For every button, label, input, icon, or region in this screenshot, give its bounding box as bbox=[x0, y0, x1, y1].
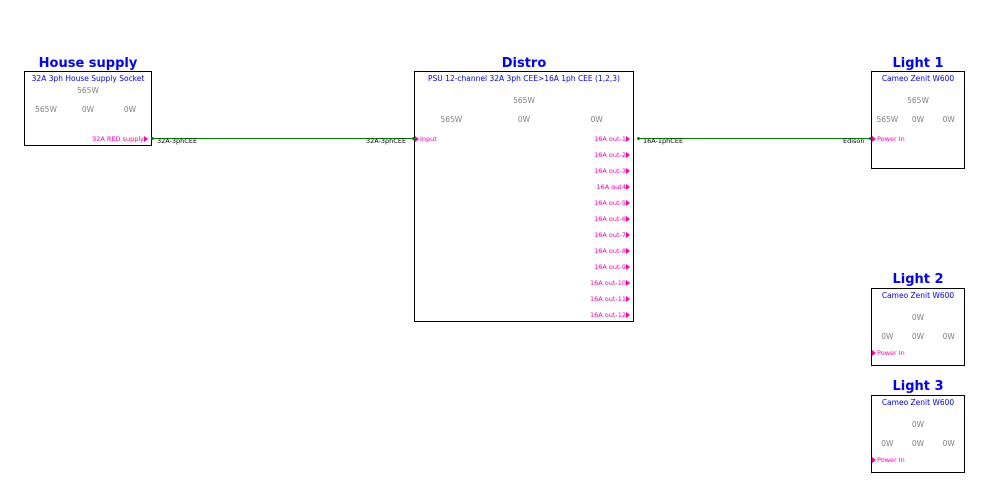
port-arrow-icon bbox=[626, 264, 630, 270]
port-label: 16A out-2 bbox=[594, 151, 626, 159]
node-type-house-supply: 32A 3ph House Supply Socket bbox=[31, 74, 145, 83]
port-arrow-icon bbox=[626, 280, 630, 286]
node-title-light-1: Light 1 bbox=[892, 56, 944, 71]
cable-endpoint-dot bbox=[869, 137, 872, 140]
power-value: 0W bbox=[517, 115, 531, 124]
power-readout-distro bbox=[415, 96, 633, 124]
power-value bbox=[560, 96, 633, 105]
port-out-distro-8[interactable] bbox=[594, 247, 626, 255]
node-type-distro: PSU 12-channel 32A 3ph CEE>16A 1ph CEE (1,2,3) bbox=[428, 74, 620, 83]
power-value bbox=[109, 86, 151, 95]
port-label: 16A out-8 bbox=[594, 247, 626, 255]
power-readout-house-supply bbox=[25, 86, 151, 114]
port-label: Power In bbox=[877, 349, 905, 357]
power-value bbox=[933, 313, 964, 322]
power-value: 565W bbox=[35, 105, 57, 114]
port-out-distro-4[interactable] bbox=[596, 183, 626, 191]
port-label: Power In bbox=[877, 456, 905, 464]
port-label: 16A out-10 bbox=[589, 279, 626, 287]
port-out-distro-1[interactable] bbox=[594, 135, 626, 143]
port-arrow-icon bbox=[626, 184, 630, 190]
port-out-distro-3[interactable] bbox=[594, 167, 626, 175]
port-out-distro-5[interactable] bbox=[594, 199, 626, 207]
port-label: 16A out-3 bbox=[594, 167, 626, 175]
port-in-light-2[interactable] bbox=[877, 349, 905, 357]
port-arrow-icon bbox=[626, 312, 630, 318]
cable-label-distro-to-light1-a: 16A-1phCEE bbox=[643, 137, 684, 145]
power-value: 0W bbox=[881, 332, 894, 341]
port-out-distro-7[interactable] bbox=[594, 231, 626, 239]
node-light-2[interactable] bbox=[871, 288, 965, 366]
node-type-light-1: Cameo Zenit W600 bbox=[881, 74, 955, 83]
port-out-distro-9[interactable] bbox=[594, 263, 626, 271]
power-value: 0W bbox=[911, 332, 925, 341]
power-value bbox=[872, 96, 903, 105]
port-out-house-supply[interactable] bbox=[92, 135, 144, 143]
port-label: 16A out-7 bbox=[594, 231, 626, 239]
port-label: 32A RED supply bbox=[92, 135, 144, 143]
port-arrow-icon bbox=[626, 232, 630, 238]
cable-label-house-to-distro-a: 32A-3phCEE bbox=[157, 137, 198, 145]
port-arrow-icon bbox=[872, 350, 876, 356]
node-distro[interactable] bbox=[414, 71, 634, 322]
port-in-distro[interactable] bbox=[420, 135, 437, 143]
port-in-light-3[interactable] bbox=[877, 456, 905, 464]
power-value: 0W bbox=[911, 420, 925, 429]
port-arrow-icon bbox=[626, 296, 630, 302]
port-out-distro-2[interactable] bbox=[594, 151, 626, 159]
power-value: 565W bbox=[77, 86, 99, 95]
port-arrow-icon bbox=[626, 136, 630, 142]
port-label: 16A out-6 bbox=[594, 215, 626, 223]
power-value: 0W bbox=[911, 115, 925, 124]
power-readout-light-1 bbox=[872, 96, 964, 124]
node-type-light-3: Cameo Zenit W600 bbox=[881, 398, 955, 407]
power-value bbox=[415, 96, 488, 105]
node-title-house-supply: House supply bbox=[38, 56, 138, 71]
power-value: 0W bbox=[942, 439, 955, 448]
power-value: 0W bbox=[590, 115, 603, 124]
node-title-light-2: Light 2 bbox=[892, 272, 944, 287]
cable-label-distro-to-light1-b: Edison bbox=[843, 137, 865, 145]
power-value: 565W bbox=[907, 96, 929, 105]
power-value bbox=[872, 313, 903, 322]
port-label: 16A out-11 bbox=[589, 295, 626, 303]
power-value bbox=[25, 86, 67, 95]
port-label: Power In bbox=[877, 135, 905, 143]
cable-endpoint-dot bbox=[637, 137, 640, 140]
port-arrow-icon bbox=[626, 168, 630, 174]
node-type-light-2: Cameo Zenit W600 bbox=[881, 291, 955, 300]
power-value: 0W bbox=[911, 439, 925, 448]
power-readout-light-3 bbox=[872, 420, 964, 448]
node-title-light-3: Light 3 bbox=[892, 379, 944, 394]
port-label: 16A out-12 bbox=[589, 311, 626, 319]
port-out-distro-6[interactable] bbox=[594, 215, 626, 223]
port-label: 16A out-9 bbox=[594, 263, 626, 271]
power-value bbox=[872, 420, 903, 429]
power-value: 0W bbox=[81, 105, 95, 114]
port-arrow-icon bbox=[626, 248, 630, 254]
cable-endpoint-dot bbox=[151, 137, 154, 140]
power-value: 0W bbox=[881, 439, 894, 448]
port-arrow-icon bbox=[144, 136, 148, 142]
port-label: 16A out-1 bbox=[594, 135, 626, 143]
port-label: 16A out4 bbox=[596, 183, 626, 191]
port-arrow-icon bbox=[415, 136, 419, 142]
node-light-1[interactable] bbox=[871, 71, 965, 169]
port-arrow-icon bbox=[626, 152, 630, 158]
cable-endpoint-dot bbox=[412, 137, 415, 140]
port-in-light-1[interactable] bbox=[877, 135, 905, 143]
port-arrow-icon bbox=[626, 200, 630, 206]
power-readout-light-2 bbox=[872, 313, 964, 341]
cable-label-house-to-distro-b: 32A-3phCEE bbox=[366, 137, 407, 145]
port-arrow-icon bbox=[872, 136, 876, 142]
port-out-distro-10[interactable] bbox=[590, 279, 626, 287]
power-value: 565W bbox=[440, 115, 463, 124]
power-value bbox=[933, 96, 964, 105]
node-title-distro: Distro bbox=[501, 56, 547, 71]
power-value bbox=[933, 420, 964, 429]
power-value: 565W bbox=[876, 115, 899, 124]
power-value: 0W bbox=[123, 105, 137, 114]
port-arrow-icon bbox=[626, 216, 630, 222]
port-out-distro-12[interactable] bbox=[590, 311, 626, 319]
port-out-distro-11[interactable] bbox=[590, 295, 626, 303]
power-value: 0W bbox=[942, 332, 955, 341]
port-label: Input bbox=[420, 135, 437, 143]
node-house-supply[interactable] bbox=[24, 71, 152, 146]
power-value: 565W bbox=[513, 96, 535, 105]
power-value: 0W bbox=[911, 313, 925, 322]
port-arrow-icon bbox=[872, 457, 876, 463]
power-value: 0W bbox=[942, 115, 955, 124]
node-light-3[interactable] bbox=[871, 395, 965, 473]
port-label: 16A out-5 bbox=[594, 199, 626, 207]
